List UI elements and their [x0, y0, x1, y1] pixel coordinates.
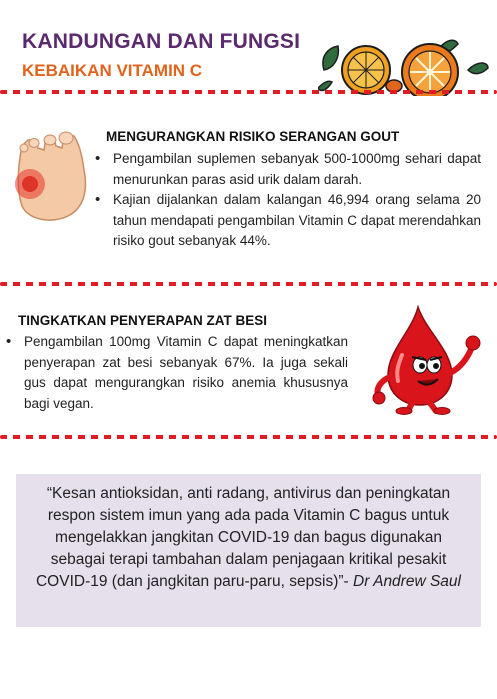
blood-drop-mascot-icon [372, 305, 487, 415]
divider-middle [0, 282, 497, 286]
page-title: KANDUNGAN DAN FUNGSI [22, 30, 301, 53]
section-gout-title: MENGURANGKAN RISIKO SERANGAN GOUT [106, 129, 400, 144]
gout-foot-icon [4, 126, 94, 226]
quote-body: “Kesan antioksidan, anti radang, antivirus dan peningkatan respon sistem imun yang ada pada Vitamin C bagus untuk mengelakkan jangkitan COVID-19 dan bagus digunakan sebagai terapi tambahan dalam penjagaan kritikal pesakit COVID-19 (dan jangkitan paru-paru, sepsis)”- [35, 485, 451, 590]
divider-top [0, 90, 497, 94]
orange-slices-icon [318, 30, 490, 96]
page-subtitle: KEBAIKAN VITAMIN C [22, 61, 203, 80]
quote-text [30, 483, 467, 593]
quote-author: Dr Andrew Saul [353, 573, 461, 590]
list-item: • Kajian dijalankan dalam kalangan 46,994 orang selama 20 tahun mendapati pengambilan Vitamin C dapat merendahkan risiko gout sebanyak 44%. [113, 190, 481, 252]
section-iron-title: TINGKATKAN PENYERAPAN ZAT BESI [18, 313, 268, 328]
list-item: • Pengambilan suplemen sebanyak 500-1000mg sehari dapat menurunkan paras asid urik dalam darah. [113, 149, 481, 190]
section-iron-list [24, 332, 348, 414]
section-gout-list [113, 149, 481, 252]
list-item: • Pengambilan 100mg Vitamin C dapat meningkatkan penyerapan zat besi sebanyak 67%. Ia juga sekali gus dapat mengurangkan risiko anemia khususnya bagi vegan. [24, 332, 348, 414]
divider-bottom [0, 435, 497, 439]
